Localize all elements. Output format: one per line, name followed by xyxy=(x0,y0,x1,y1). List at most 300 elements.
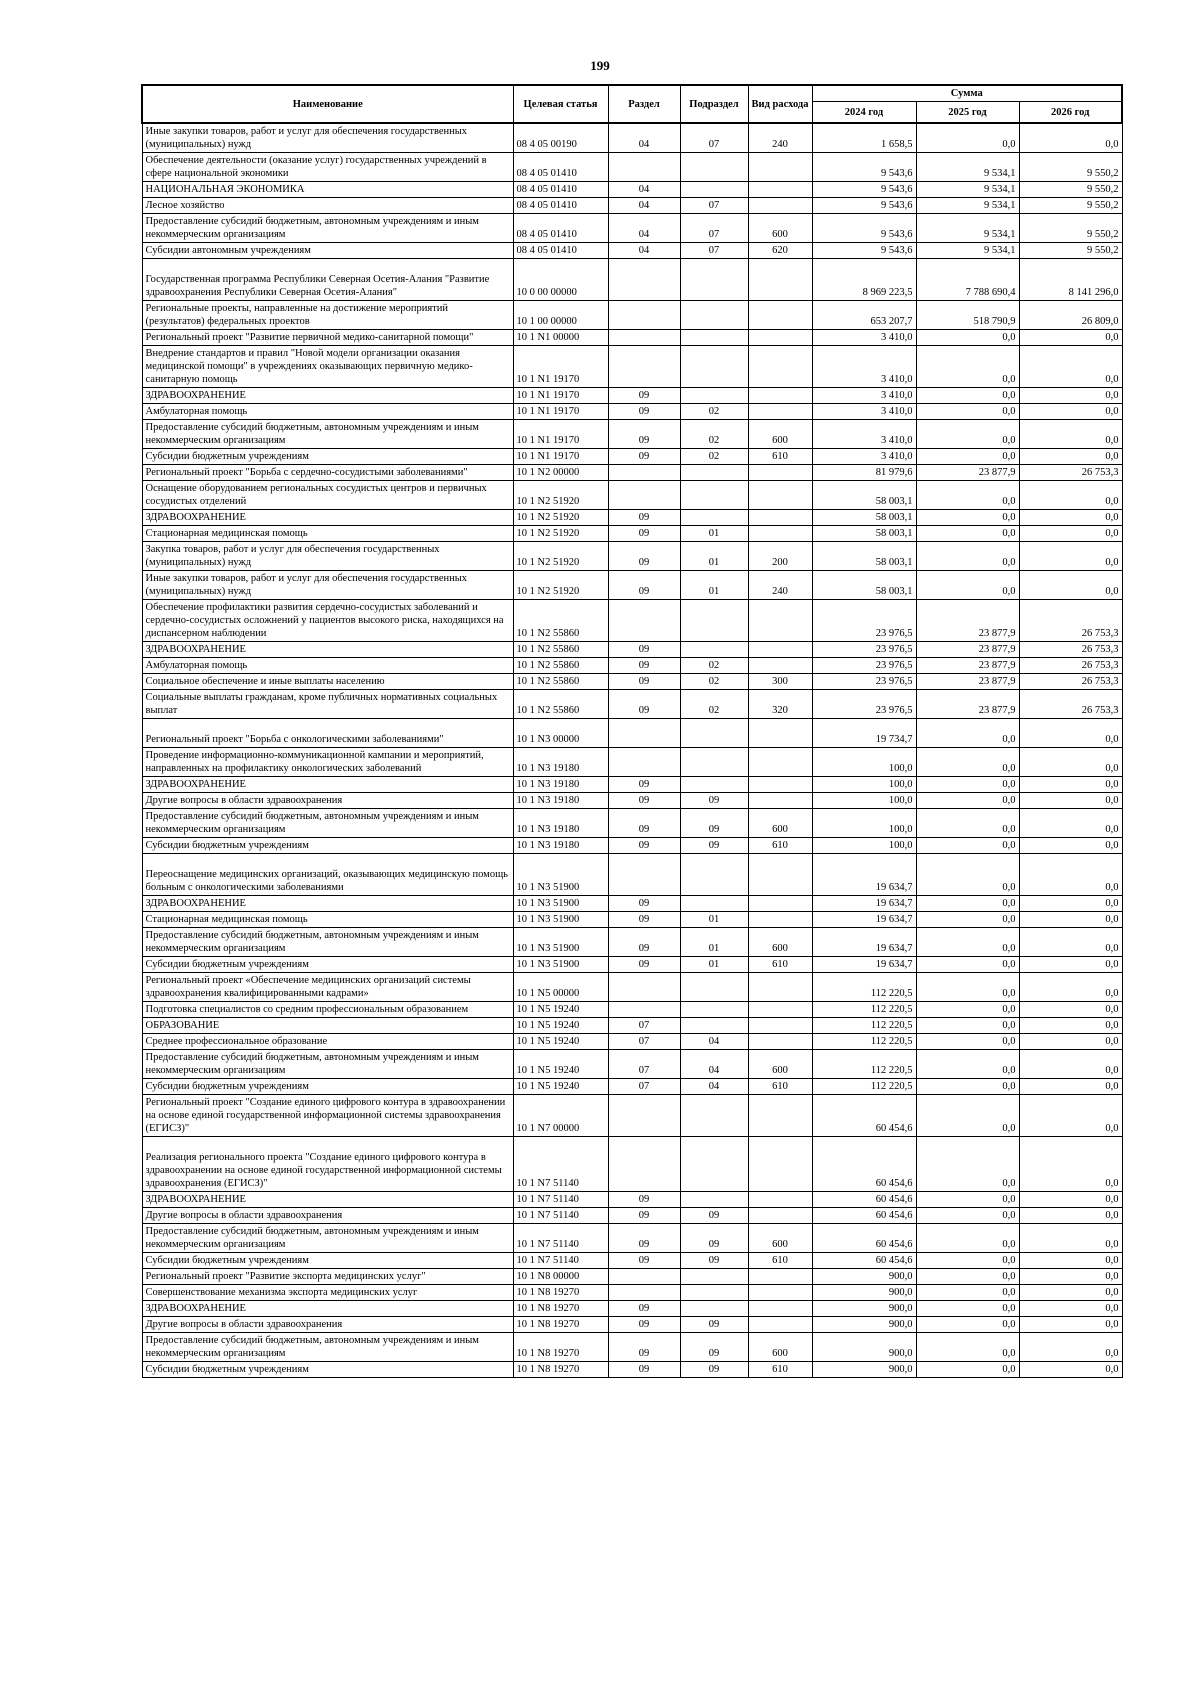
row-subsection xyxy=(680,896,748,912)
row-amount-2024: 112 220,5 xyxy=(812,1002,916,1018)
row-target-code: 10 1 N7 51140 xyxy=(513,1253,608,1269)
row-section xyxy=(608,719,680,748)
row-expense-type xyxy=(748,481,812,510)
row-section xyxy=(608,600,680,642)
row-amount-2024: 900,0 xyxy=(812,1317,916,1333)
row-expense-type: 600 xyxy=(748,809,812,838)
row-name: Внедрение стандартов и правил "Новой модели организации оказания медицинской помощи" в учреждениях оказывающих первичную медико-санитарную помощь xyxy=(142,346,513,388)
row-expense-type xyxy=(748,301,812,330)
row-target-code: 10 1 N7 51140 xyxy=(513,1137,608,1192)
row-target-code: 10 1 N2 51920 xyxy=(513,510,608,526)
row-name: Предоставление субсидий бюджетным, автономным учреждениям и иным некоммерческим организациям xyxy=(142,420,513,449)
row-expense-type: 620 xyxy=(748,243,812,259)
row-name: Государственная программа Республики Северная Осетия-Алания "Развитие здравоохранения Республики Северная Осетия-Алания" xyxy=(142,259,513,301)
row-name: Региональные проекты, направленные на достижение мероприятий (результатов) федеральных проектов xyxy=(142,301,513,330)
row-target-code: 10 1 N2 51920 xyxy=(513,481,608,510)
row-amount-2026: 0,0 xyxy=(1019,420,1122,449)
table-row xyxy=(142,1208,1122,1224)
table-row xyxy=(142,301,1122,330)
row-amount-2026: 26 753,3 xyxy=(1019,465,1122,481)
row-amount-2025: 0,0 xyxy=(916,526,1019,542)
row-amount-2025: 0,0 xyxy=(916,1285,1019,1301)
table-row xyxy=(142,449,1122,465)
row-amount-2025: 0,0 xyxy=(916,854,1019,896)
row-amount-2024: 100,0 xyxy=(812,838,916,854)
row-target-code: 10 1 N8 19270 xyxy=(513,1301,608,1317)
row-amount-2024: 112 220,5 xyxy=(812,1018,916,1034)
row-name: Субсидии бюджетным учреждениям xyxy=(142,1253,513,1269)
table-row xyxy=(142,1002,1122,1018)
row-amount-2024: 23 976,5 xyxy=(812,674,916,690)
row-subsection xyxy=(680,388,748,404)
row-section: 09 xyxy=(608,658,680,674)
table-row xyxy=(142,1301,1122,1317)
row-subsection: 01 xyxy=(680,542,748,571)
row-name: Совершенствование механизма экспорта медицинских услуг xyxy=(142,1285,513,1301)
row-amount-2025: 23 877,9 xyxy=(916,465,1019,481)
row-amount-2024: 58 003,1 xyxy=(812,510,916,526)
row-amount-2026: 9 550,2 xyxy=(1019,198,1122,214)
row-amount-2026: 0,0 xyxy=(1019,1050,1122,1079)
row-expense-type: 240 xyxy=(748,571,812,600)
row-amount-2024: 9 543,6 xyxy=(812,214,916,243)
row-amount-2024: 60 454,6 xyxy=(812,1208,916,1224)
row-amount-2025: 0,0 xyxy=(916,838,1019,854)
row-name: ЗДРАВООХРАНЕНИЕ xyxy=(142,777,513,793)
row-target-code: 10 1 N5 19240 xyxy=(513,1018,608,1034)
row-expense-type xyxy=(748,510,812,526)
row-amount-2026: 0,0 xyxy=(1019,1034,1122,1050)
row-amount-2026: 26 809,0 xyxy=(1019,301,1122,330)
row-name: Амбулаторная помощь xyxy=(142,404,513,420)
row-amount-2025: 23 877,9 xyxy=(916,658,1019,674)
row-target-code: 10 1 N8 00000 xyxy=(513,1269,608,1285)
row-subsection xyxy=(680,1285,748,1301)
row-expense-type xyxy=(748,1002,812,1018)
row-name: Субсидии автономным учреждениям xyxy=(142,243,513,259)
row-amount-2024: 58 003,1 xyxy=(812,571,916,600)
row-name: Региональный проект "Создание единого цифрового контура в здравоохранении на основе единой государственной информационной системы здравоохранения (ЕГИСЗ)" xyxy=(142,1095,513,1137)
table-row xyxy=(142,330,1122,346)
row-target-code: 10 1 N7 51140 xyxy=(513,1192,608,1208)
row-target-code: 10 1 N2 00000 xyxy=(513,465,608,481)
row-amount-2024: 8 969 223,5 xyxy=(812,259,916,301)
row-amount-2026: 9 550,2 xyxy=(1019,153,1122,182)
row-amount-2024: 900,0 xyxy=(812,1362,916,1378)
table-row xyxy=(142,542,1122,571)
row-expense-type: 300 xyxy=(748,674,812,690)
row-amount-2025: 0,0 xyxy=(916,1333,1019,1362)
row-expense-type: 610 xyxy=(748,1362,812,1378)
row-name: Среднее профессиональное образование xyxy=(142,1034,513,1050)
row-amount-2025: 0,0 xyxy=(916,1079,1019,1095)
row-amount-2025: 0,0 xyxy=(916,1224,1019,1253)
row-amount-2025: 0,0 xyxy=(916,1269,1019,1285)
row-amount-2025: 9 534,1 xyxy=(916,243,1019,259)
header-section: Раздел xyxy=(608,85,680,123)
row-subsection xyxy=(680,259,748,301)
row-amount-2025: 9 534,1 xyxy=(916,182,1019,198)
table-row xyxy=(142,123,1122,153)
row-target-code: 10 1 N8 19270 xyxy=(513,1317,608,1333)
row-section: 04 xyxy=(608,123,680,153)
row-target-code: 10 1 N2 51920 xyxy=(513,542,608,571)
row-amount-2024: 19 734,7 xyxy=(812,719,916,748)
table-row xyxy=(142,957,1122,973)
row-target-code: 10 1 N7 00000 xyxy=(513,1095,608,1137)
row-amount-2024: 9 543,6 xyxy=(812,243,916,259)
row-name: Субсидии бюджетным учреждениям xyxy=(142,1079,513,1095)
row-expense-type: 610 xyxy=(748,449,812,465)
row-subsection xyxy=(680,1002,748,1018)
row-amount-2025: 0,0 xyxy=(916,542,1019,571)
row-target-code: 10 1 N5 00000 xyxy=(513,973,608,1002)
row-amount-2026: 0,0 xyxy=(1019,404,1122,420)
row-subsection xyxy=(680,182,748,198)
row-amount-2026: 0,0 xyxy=(1019,1208,1122,1224)
row-name: Иные закупки товаров, работ и услуг для обеспечения государственных (муниципальных) нужд xyxy=(142,571,513,600)
row-target-code: 10 1 N3 51900 xyxy=(513,896,608,912)
row-subsection xyxy=(680,465,748,481)
row-name: Субсидии бюджетным учреждениям xyxy=(142,838,513,854)
row-expense-type: 600 xyxy=(748,1333,812,1362)
row-target-code: 08 4 05 01410 xyxy=(513,198,608,214)
row-amount-2026: 0,0 xyxy=(1019,1018,1122,1034)
row-section: 09 xyxy=(608,1253,680,1269)
row-subsection: 02 xyxy=(680,420,748,449)
row-target-code: 10 1 N3 51900 xyxy=(513,854,608,896)
row-amount-2026: 0,0 xyxy=(1019,481,1122,510)
table-row xyxy=(142,973,1122,1002)
row-amount-2025: 0,0 xyxy=(916,748,1019,777)
row-name: Лесное хозяйство xyxy=(142,198,513,214)
row-target-code: 10 1 N7 51140 xyxy=(513,1224,608,1253)
row-amount-2026: 0,0 xyxy=(1019,719,1122,748)
table-row xyxy=(142,1317,1122,1333)
row-amount-2025: 0,0 xyxy=(916,1301,1019,1317)
row-amount-2026: 0,0 xyxy=(1019,793,1122,809)
table-row xyxy=(142,600,1122,642)
row-subsection: 09 xyxy=(680,1208,748,1224)
row-amount-2026: 0,0 xyxy=(1019,123,1122,153)
table-row xyxy=(142,510,1122,526)
table-row xyxy=(142,1362,1122,1378)
row-section xyxy=(608,1137,680,1192)
row-name: ЗДРАВООХРАНЕНИЕ xyxy=(142,642,513,658)
row-amount-2026: 0,0 xyxy=(1019,838,1122,854)
row-target-code: 10 1 N5 19240 xyxy=(513,1079,608,1095)
table-row xyxy=(142,793,1122,809)
row-target-code: 10 1 N3 51900 xyxy=(513,957,608,973)
row-expense-type: 320 xyxy=(748,690,812,719)
row-subsection: 09 xyxy=(680,793,748,809)
table-row xyxy=(142,182,1122,198)
row-amount-2024: 3 410,0 xyxy=(812,388,916,404)
row-amount-2026: 0,0 xyxy=(1019,510,1122,526)
row-name: НАЦИОНАЛЬНАЯ ЭКОНОМИКА xyxy=(142,182,513,198)
row-amount-2024: 23 976,5 xyxy=(812,600,916,642)
row-amount-2024: 60 454,6 xyxy=(812,1095,916,1137)
row-name: Региональный проект "Борьба с сердечно-сосудистыми заболеваниями" xyxy=(142,465,513,481)
row-section: 09 xyxy=(608,896,680,912)
row-expense-type: 600 xyxy=(748,1224,812,1253)
row-name: Региональный проект "Борьба с онкологическими заболеваниями" xyxy=(142,719,513,748)
row-name: Стационарная медицинская помощь xyxy=(142,526,513,542)
header-sum: Сумма xyxy=(812,85,1122,102)
table-body xyxy=(142,123,1122,1378)
row-expense-type xyxy=(748,719,812,748)
row-section xyxy=(608,1002,680,1018)
row-subsection xyxy=(680,642,748,658)
row-amount-2024: 900,0 xyxy=(812,1269,916,1285)
table-row xyxy=(142,838,1122,854)
row-amount-2024: 3 410,0 xyxy=(812,420,916,449)
row-section: 09 xyxy=(608,777,680,793)
row-expense-type xyxy=(748,912,812,928)
table-row xyxy=(142,658,1122,674)
row-amount-2026: 26 753,3 xyxy=(1019,674,1122,690)
row-name: Предоставление субсидий бюджетным, автономным учреждениям и иным некоммерческим организациям xyxy=(142,1050,513,1079)
row-section: 09 xyxy=(608,838,680,854)
row-name: Предоставление субсидий бюджетным, автономным учреждениям и иным некоммерческим организациям xyxy=(142,1333,513,1362)
row-amount-2024: 3 410,0 xyxy=(812,330,916,346)
row-subsection: 01 xyxy=(680,912,748,928)
row-target-code: 10 1 N5 19240 xyxy=(513,1002,608,1018)
row-subsection: 04 xyxy=(680,1050,748,1079)
row-subsection: 02 xyxy=(680,690,748,719)
row-subsection: 02 xyxy=(680,674,748,690)
row-amount-2026: 0,0 xyxy=(1019,1301,1122,1317)
table-row xyxy=(142,404,1122,420)
header-subsection: Подраздел xyxy=(680,85,748,123)
table-row xyxy=(142,642,1122,658)
row-target-code: 08 4 05 01410 xyxy=(513,182,608,198)
row-expense-type: 240 xyxy=(748,123,812,153)
row-expense-type: 610 xyxy=(748,838,812,854)
row-target-code: 08 4 05 01410 xyxy=(513,243,608,259)
row-amount-2025: 0,0 xyxy=(916,510,1019,526)
row-amount-2026: 9 550,2 xyxy=(1019,243,1122,259)
row-amount-2025: 0,0 xyxy=(916,896,1019,912)
row-amount-2025: 0,0 xyxy=(916,330,1019,346)
row-amount-2024: 900,0 xyxy=(812,1285,916,1301)
row-expense-type xyxy=(748,1137,812,1192)
row-target-code: 10 1 N2 51920 xyxy=(513,526,608,542)
row-amount-2025: 0,0 xyxy=(916,928,1019,957)
page-number: 199 xyxy=(590,58,610,73)
row-section xyxy=(608,330,680,346)
row-section xyxy=(608,259,680,301)
row-name: Другие вопросы в области здравоохранения xyxy=(142,1317,513,1333)
row-section: 04 xyxy=(608,214,680,243)
header-name: Наименование xyxy=(142,85,513,123)
header-target: Целевая статья xyxy=(513,85,608,123)
row-target-code: 10 0 00 00000 xyxy=(513,259,608,301)
row-subsection: 09 xyxy=(680,838,748,854)
row-amount-2026: 0,0 xyxy=(1019,957,1122,973)
row-expense-type xyxy=(748,330,812,346)
row-subsection: 09 xyxy=(680,1362,748,1378)
header-2025: 2025 год xyxy=(916,102,1019,124)
row-amount-2025: 9 534,1 xyxy=(916,198,1019,214)
row-expense-type xyxy=(748,259,812,301)
row-amount-2024: 19 634,7 xyxy=(812,896,916,912)
row-amount-2024: 9 543,6 xyxy=(812,182,916,198)
row-subsection: 01 xyxy=(680,571,748,600)
row-expense-type xyxy=(748,1018,812,1034)
row-section: 09 xyxy=(608,388,680,404)
row-amount-2026: 26 753,3 xyxy=(1019,690,1122,719)
row-target-code: 08 4 05 01410 xyxy=(513,153,608,182)
row-amount-2024: 19 634,7 xyxy=(812,912,916,928)
row-expense-type xyxy=(748,600,812,642)
row-amount-2025: 0,0 xyxy=(916,449,1019,465)
table-row xyxy=(142,526,1122,542)
row-subsection: 01 xyxy=(680,957,748,973)
row-amount-2025: 0,0 xyxy=(916,719,1019,748)
row-section: 09 xyxy=(608,404,680,420)
row-expense-type xyxy=(748,1301,812,1317)
row-target-code: 08 4 05 00190 xyxy=(513,123,608,153)
row-expense-type xyxy=(748,404,812,420)
row-section xyxy=(608,973,680,1002)
row-amount-2025: 0,0 xyxy=(916,346,1019,388)
row-expense-type xyxy=(748,854,812,896)
row-section xyxy=(608,481,680,510)
table-row xyxy=(142,243,1122,259)
row-name: Оснащение оборудованием региональных сосудистых центров и первичных сосудистых отделений xyxy=(142,481,513,510)
row-name: Социальное обеспечение и иные выплаты населению xyxy=(142,674,513,690)
row-name: Предоставление субсидий бюджетным, автономным учреждениям и иным некоммерческим организациям xyxy=(142,1224,513,1253)
row-name: ЗДРАВООХРАНЕНИЕ xyxy=(142,1301,513,1317)
row-subsection xyxy=(680,1137,748,1192)
table-row xyxy=(142,1137,1122,1192)
row-subsection xyxy=(680,1192,748,1208)
table-row xyxy=(142,854,1122,896)
row-subsection: 02 xyxy=(680,449,748,465)
row-amount-2026: 0,0 xyxy=(1019,1285,1122,1301)
row-amount-2026: 0,0 xyxy=(1019,449,1122,465)
budget-table xyxy=(141,84,1123,1378)
row-amount-2026: 0,0 xyxy=(1019,748,1122,777)
row-amount-2025: 0,0 xyxy=(916,793,1019,809)
row-section: 09 xyxy=(608,809,680,838)
row-target-code: 10 1 00 00000 xyxy=(513,301,608,330)
row-amount-2025: 0,0 xyxy=(916,404,1019,420)
row-expense-type xyxy=(748,526,812,542)
row-amount-2026: 0,0 xyxy=(1019,1269,1122,1285)
row-subsection xyxy=(680,1301,748,1317)
row-amount-2024: 58 003,1 xyxy=(812,481,916,510)
row-subsection: 02 xyxy=(680,658,748,674)
row-name: Переоснащение медицинских организаций, оказывающих медицинскую помощь больным с онкологическими заболеваниями xyxy=(142,854,513,896)
row-target-code: 10 1 N3 19180 xyxy=(513,838,608,854)
row-amount-2026: 0,0 xyxy=(1019,1192,1122,1208)
row-target-code: 10 1 N8 19270 xyxy=(513,1362,608,1378)
row-amount-2024: 3 410,0 xyxy=(812,404,916,420)
row-amount-2025: 0,0 xyxy=(916,571,1019,600)
row-expense-type: 610 xyxy=(748,1253,812,1269)
row-amount-2025: 0,0 xyxy=(916,1095,1019,1137)
row-subsection: 04 xyxy=(680,1034,748,1050)
row-subsection: 01 xyxy=(680,526,748,542)
row-section: 09 xyxy=(608,449,680,465)
row-subsection: 09 xyxy=(680,1253,748,1269)
table-row xyxy=(142,571,1122,600)
row-expense-type xyxy=(748,388,812,404)
table-row xyxy=(142,1095,1122,1137)
row-amount-2025: 0,0 xyxy=(916,912,1019,928)
row-name: Субсидии бюджетным учреждениям xyxy=(142,1362,513,1378)
row-amount-2026: 0,0 xyxy=(1019,912,1122,928)
row-amount-2026: 0,0 xyxy=(1019,526,1122,542)
row-target-code: 10 1 N1 00000 xyxy=(513,330,608,346)
row-section: 09 xyxy=(608,1317,680,1333)
row-amount-2025: 23 877,9 xyxy=(916,690,1019,719)
header-2024: 2024 год xyxy=(812,102,916,124)
table-row xyxy=(142,481,1122,510)
row-subsection xyxy=(680,481,748,510)
row-target-code: 10 1 N5 19240 xyxy=(513,1034,608,1050)
row-expense-type xyxy=(748,153,812,182)
row-amount-2026: 0,0 xyxy=(1019,1224,1122,1253)
row-target-code: 10 1 N1 19170 xyxy=(513,449,608,465)
row-amount-2024: 60 454,6 xyxy=(812,1253,916,1269)
row-amount-2025: 0,0 xyxy=(916,777,1019,793)
row-name: Социальные выплаты гражданам, кроме публичных нормативных социальных выплат xyxy=(142,690,513,719)
row-section: 09 xyxy=(608,928,680,957)
table-row xyxy=(142,388,1122,404)
row-amount-2026: 26 753,3 xyxy=(1019,658,1122,674)
row-amount-2025: 0,0 xyxy=(916,1018,1019,1034)
row-expense-type xyxy=(748,777,812,793)
row-amount-2026: 0,0 xyxy=(1019,973,1122,1002)
row-subsection xyxy=(680,719,748,748)
row-amount-2025: 0,0 xyxy=(916,957,1019,973)
row-name: Проведение информационно-коммуникационной кампании и мероприятий, направленных на профилактику онкологических заболеваний xyxy=(142,748,513,777)
row-amount-2026: 9 550,2 xyxy=(1019,214,1122,243)
row-amount-2024: 81 979,6 xyxy=(812,465,916,481)
row-amount-2025: 0,0 xyxy=(916,420,1019,449)
row-amount-2026: 0,0 xyxy=(1019,1253,1122,1269)
row-name: Подготовка специалистов со средним профессиональным образованием xyxy=(142,1002,513,1018)
row-name: ЗДРАВООХРАНЕНИЕ xyxy=(142,896,513,912)
row-target-code: 10 1 N1 19170 xyxy=(513,420,608,449)
row-target-code: 10 1 N5 19240 xyxy=(513,1050,608,1079)
row-amount-2024: 58 003,1 xyxy=(812,526,916,542)
row-target-code: 10 1 N2 55860 xyxy=(513,642,608,658)
row-amount-2025: 0,0 xyxy=(916,1362,1019,1378)
row-section xyxy=(608,1285,680,1301)
row-amount-2026: 0,0 xyxy=(1019,571,1122,600)
row-subsection xyxy=(680,301,748,330)
row-section: 09 xyxy=(608,793,680,809)
row-amount-2025: 0,0 xyxy=(916,481,1019,510)
row-section xyxy=(608,854,680,896)
row-amount-2024: 100,0 xyxy=(812,748,916,777)
row-section xyxy=(608,346,680,388)
row-name: Субсидии бюджетным учреждениям xyxy=(142,957,513,973)
row-amount-2024: 100,0 xyxy=(812,793,916,809)
row-amount-2024: 23 976,5 xyxy=(812,642,916,658)
table-row xyxy=(142,1079,1122,1095)
row-amount-2024: 23 976,5 xyxy=(812,690,916,719)
row-section: 07 xyxy=(608,1050,680,1079)
row-amount-2026: 0,0 xyxy=(1019,1002,1122,1018)
row-subsection xyxy=(680,346,748,388)
row-amount-2026: 0,0 xyxy=(1019,1095,1122,1137)
row-name: ЗДРАВООХРАНЕНИЕ xyxy=(142,1192,513,1208)
